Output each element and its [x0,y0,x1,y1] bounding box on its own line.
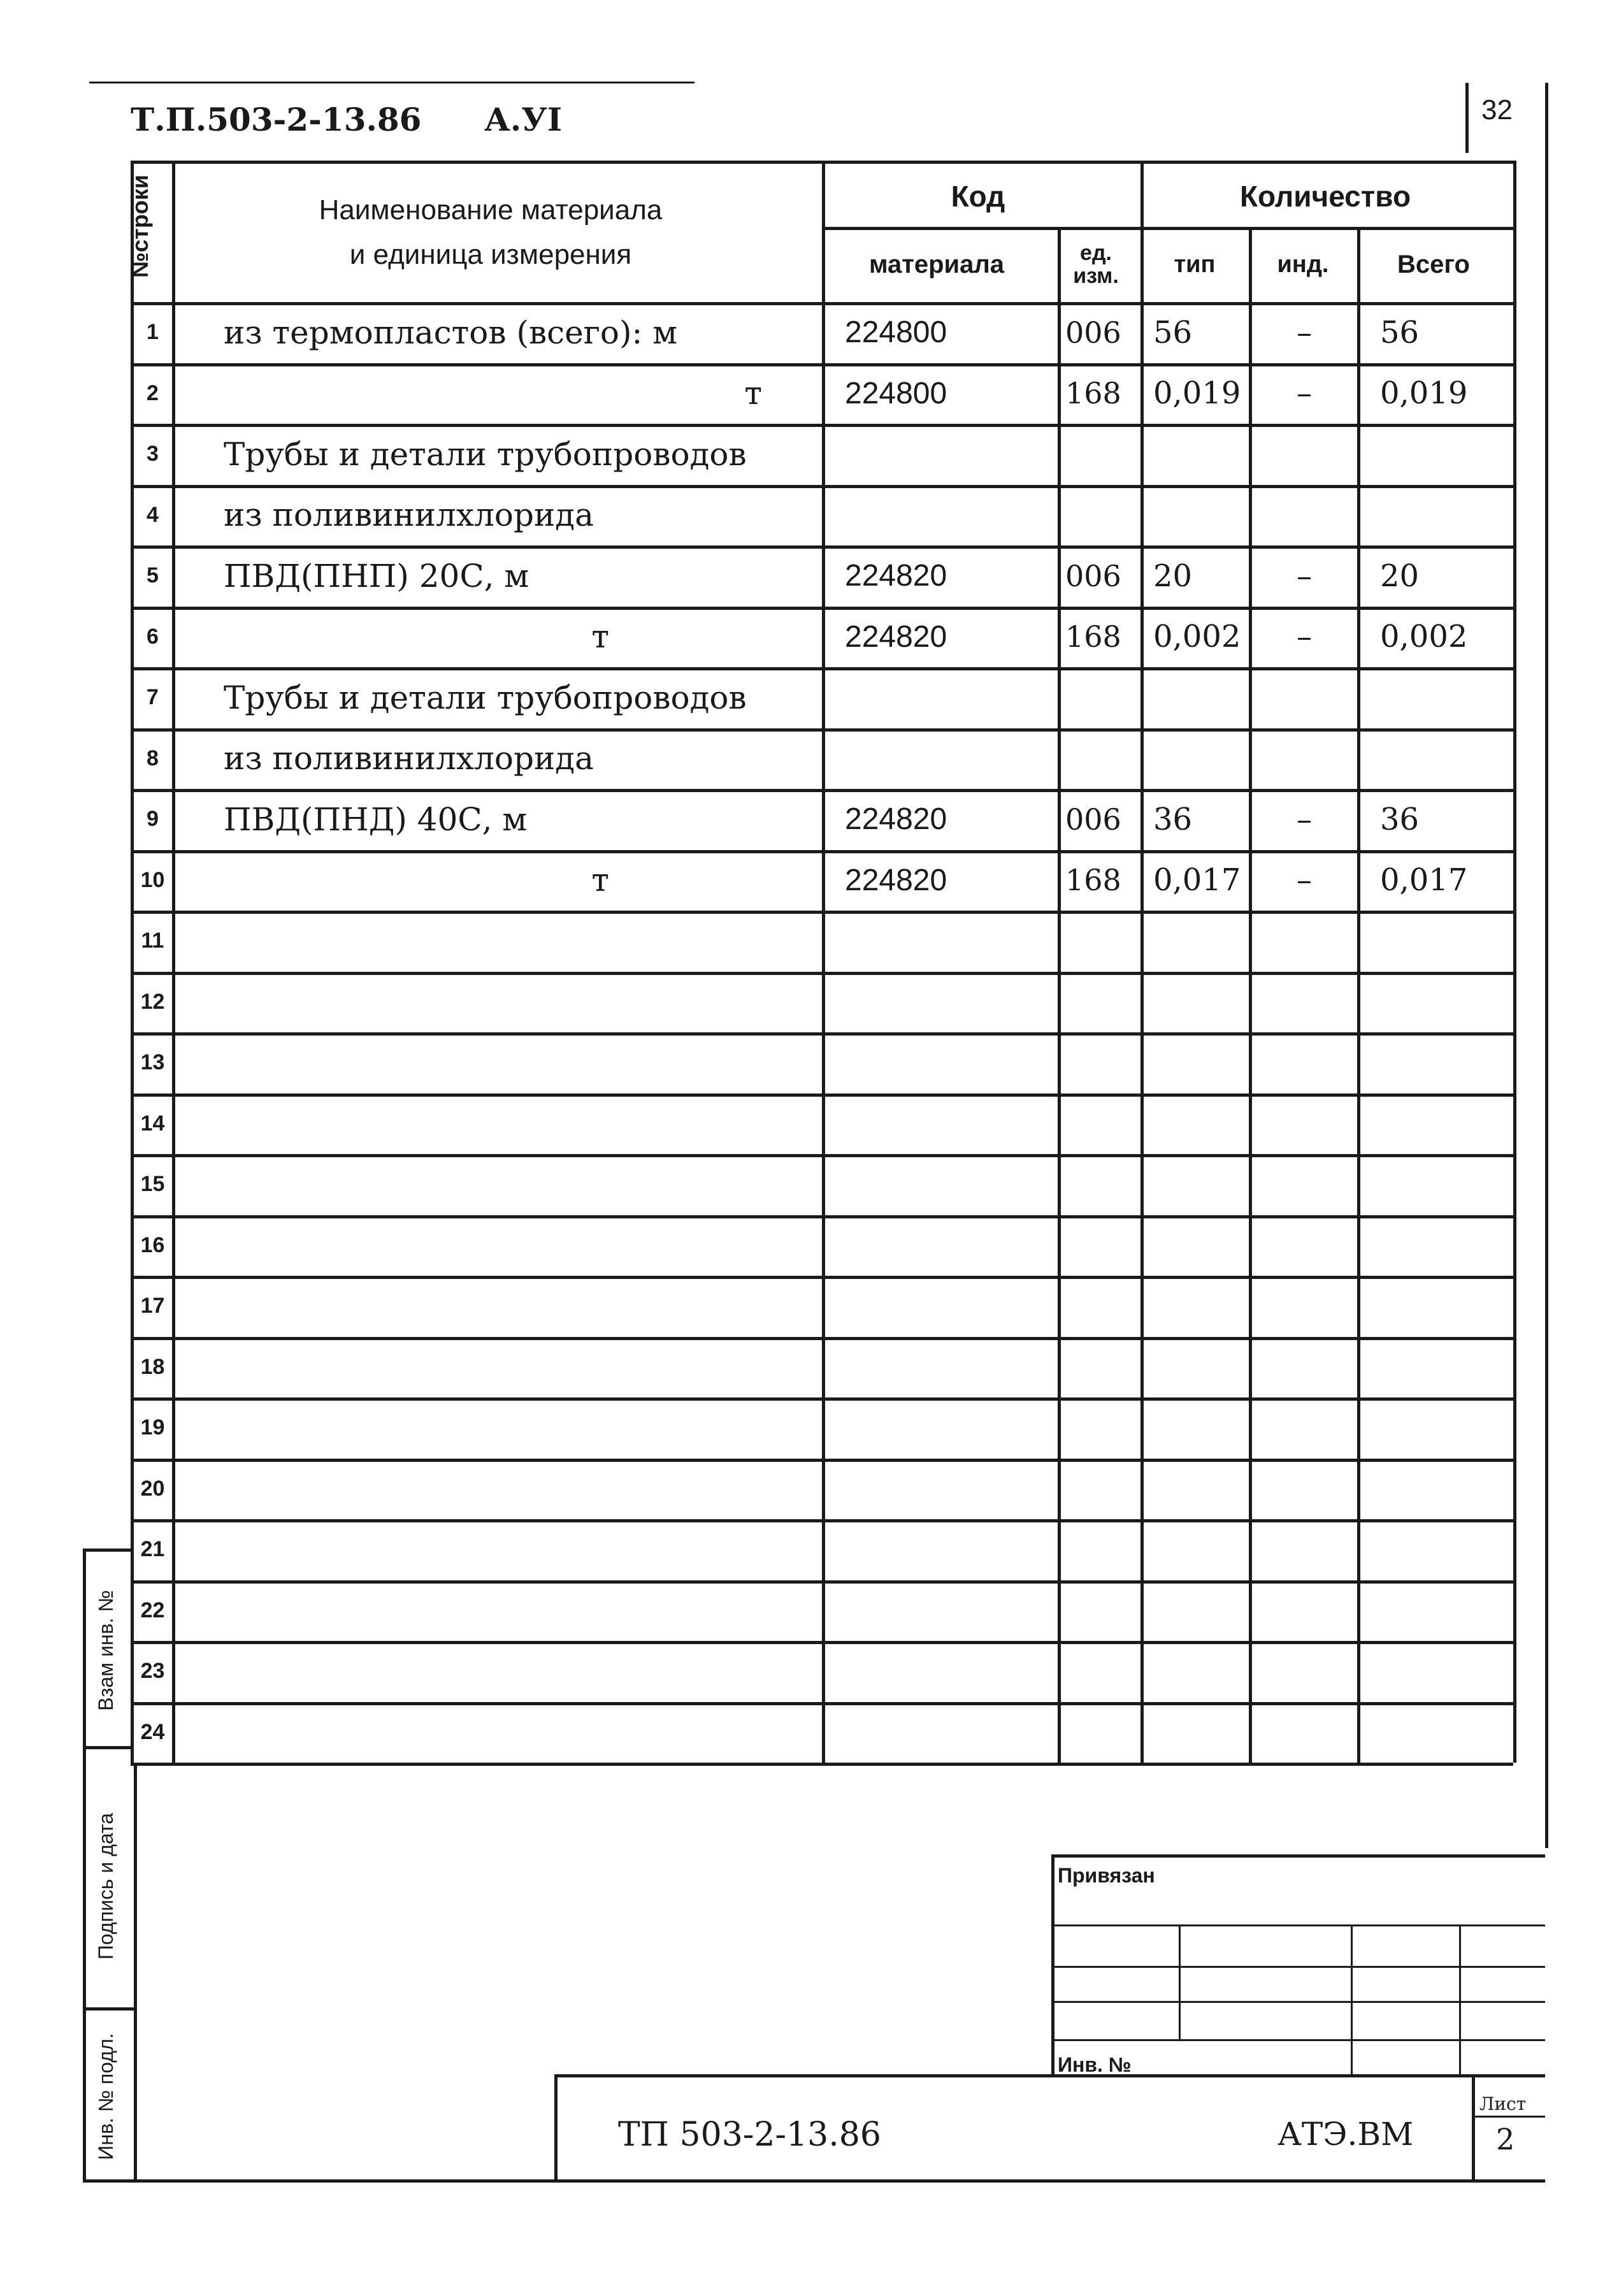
quantity-type [1144,424,1248,485]
privyazan-line-2 [1051,1966,1545,1968]
table-row [0,972,1619,1033]
quantity-total: 36 [1380,801,1420,837]
quantity-total: 0,002 [1380,619,1468,655]
material-name [176,1215,819,1276]
sheet-number: 2 [1496,2122,1515,2156]
quantity-total [1361,1276,1511,1337]
quantity-total [1361,1215,1511,1276]
row-number: 22 [140,1598,165,1622]
quantity-type: 20 [1153,558,1193,594]
quantity-total: 56 [1380,314,1420,350]
quantity-ind [1253,1276,1356,1337]
row-number: 23 [140,1659,165,1684]
material-code [826,1337,1055,1398]
table-row [0,728,1619,790]
sheet-label: Лист [1479,2093,1527,2114]
material-code: 224820 [845,559,947,593]
unit-code [1061,1154,1139,1215]
material-code [826,1641,1055,1702]
quantity-ind [1253,424,1356,485]
quantity-type: 36 [1153,801,1193,837]
table-row [0,1154,1619,1215]
quantity-type [1144,1032,1248,1094]
material-code [826,1094,1055,1155]
unit-code [1061,424,1139,485]
quantity-ind [1253,485,1356,546]
unit-code [1061,1094,1139,1155]
table-row [0,1032,1619,1094]
frame-bottom [134,2179,1545,2183]
quantity-total: 0,017 [1380,862,1468,899]
privyazan-line-4 [1051,2039,1545,2041]
quantity-type [1144,911,1248,972]
quantity-type [1144,1215,1248,1276]
privyazan-left [1051,1854,1054,2074]
material-name: т [591,862,609,899]
row-number: 7 [147,685,159,710]
quantity-ind [1253,1519,1356,1580]
material-code [826,911,1055,972]
material-name [176,1459,819,1520]
quantity-ind: – [1297,801,1312,837]
row-number: 17 [140,1294,165,1318]
unit-code [1061,1276,1139,1337]
quantity-group-header: Количество [1239,180,1411,213]
material-name [176,911,819,972]
material-code [826,424,1055,485]
quantity-total [1361,1702,1511,1763]
quantity-ind [1253,911,1356,972]
unit-code [1061,728,1139,790]
material-code: 224800 [845,376,947,410]
table-row [0,1459,1619,1520]
row-number: 24 [140,1719,165,1744]
quantity-type [1144,1154,1248,1215]
doc-code-header: Т.П.503-2-13.86 [131,101,422,138]
quantity-ind [1253,1702,1356,1763]
quantity-type [1144,1337,1248,1398]
row-number: 2 [147,380,159,405]
material-name [176,1397,819,1459]
row-number: 13 [140,1050,165,1075]
quantity-type [1144,1459,1248,1520]
table-row [0,1215,1619,1276]
quantity-total [1361,1641,1511,1702]
quantity-type: 0,017 [1153,862,1241,899]
table-row [0,363,1619,424]
unit-code [1061,1337,1139,1398]
quantity-type [1144,1519,1248,1580]
privyazan-label: Привязан [1058,1864,1155,1887]
material-code [826,1519,1055,1580]
quantity-total-header: Всего [1397,250,1470,278]
table-row [0,302,1619,363]
code-unit-header-line1: ед. [1080,241,1112,265]
material-name [176,1337,819,1398]
quantity-type: 0,019 [1153,375,1241,412]
quantity-type [1144,972,1248,1033]
unit-code [1061,1580,1139,1642]
material-name: из поливинилхлорида [224,496,594,534]
unit-code [1061,1459,1139,1520]
material-code [826,1215,1055,1276]
quantity-type [1144,1641,1248,1702]
quantity-type: 0,002 [1153,619,1241,655]
material-name: т [744,375,762,412]
row-number-header: №строки [127,175,153,278]
quantity-total [1361,424,1511,485]
material-name: из поливинилхлорида [224,740,594,777]
material-code [826,1032,1055,1094]
row-number: 4 [147,502,159,527]
quantity-type [1144,1276,1248,1337]
quantity-total [1361,911,1511,972]
quantity-total [1361,728,1511,790]
material-name [176,1154,819,1215]
material-code [826,1459,1055,1520]
row-number: 10 [140,867,165,892]
quantity-ind [1253,1215,1356,1276]
material-code [826,972,1055,1033]
title-set-code: АТЭ.ВМ [1277,2116,1414,2153]
privyazan-col-2 [1351,1924,1353,2074]
row-number: 15 [140,1172,165,1197]
title-doc-code: ТП 503-2-13.86 [618,2116,881,2154]
table-row [0,424,1619,485]
material-name [176,972,819,1033]
quantity-type [1144,667,1248,728]
quantity-ind: – [1297,375,1312,412]
unit-code: 168 [1065,863,1121,898]
unit-code [1061,1519,1139,1580]
quantity-total [1361,1397,1511,1459]
quantity-total [1361,485,1511,546]
material-code [826,1154,1055,1215]
table-row [0,667,1619,728]
material-name [176,1094,819,1155]
quantity-total [1361,1032,1511,1094]
row-number: 18 [140,1354,165,1379]
quantity-ind [1253,1641,1356,1702]
quantity-ind [1253,1154,1356,1215]
material-name: Трубы и детали трубопроводов [224,679,747,716]
unit-code [1061,911,1139,972]
row-number: 9 [147,807,159,832]
quantity-type-header: тип [1174,250,1216,278]
material-code: 224820 [845,619,947,654]
material-name [176,1702,819,1763]
quantity-total [1361,1459,1511,1520]
quantity-ind [1253,1337,1356,1398]
privyazan-line-1 [1051,1924,1545,1926]
privyazan-col-1 [1179,1924,1181,2039]
inv-no-label: Инв. № [1058,2053,1132,2076]
quantity-ind [1253,728,1356,790]
row-number: 6 [147,624,159,649]
unit-code [1061,485,1139,546]
material-code [826,1580,1055,1642]
quantity-ind [1253,972,1356,1033]
frame-left [134,1763,137,2179]
row-number: 20 [140,1476,165,1501]
material-name: т [591,618,609,656]
material-code: 224820 [845,863,947,897]
material-code [826,728,1055,790]
podpis-data-label: Подпись и дата [94,1812,117,1960]
page-number-box-left [1465,83,1469,153]
material-code [826,1702,1055,1763]
quantity-type [1144,1702,1248,1763]
quantity-total: 0,019 [1380,375,1468,412]
row-number: 8 [147,746,159,770]
table-row [0,1580,1619,1642]
row-number: 16 [140,1232,165,1257]
privyazan-col-3 [1459,1924,1461,2074]
row-number: 21 [140,1537,165,1562]
quantity-type [1144,1094,1248,1155]
unit-code [1061,972,1139,1033]
quantity-type [1144,728,1248,790]
quantity-ind [1253,1580,1356,1642]
unit-code: 168 [1065,376,1121,411]
vzam-inv-label: Взам инв. № [94,1590,117,1711]
table-row [0,1276,1619,1337]
name-header-line1: Наименование материала [319,194,663,226]
table-row [0,607,1619,668]
table-row [0,1519,1619,1580]
stamp-bottom [83,2179,134,2183]
quantity-ind: – [1297,314,1312,350]
unit-code: 006 [1065,558,1121,593]
material-name [176,1276,819,1337]
table-row [0,850,1619,911]
quantity-ind-header: инд. [1277,250,1329,278]
row-number: 14 [140,1111,165,1136]
quantity-ind [1253,1397,1356,1459]
material-code [826,667,1055,728]
material-code: 224820 [845,802,947,837]
quantity-ind [1253,1459,1356,1520]
row-number: 1 [147,320,159,345]
quantity-ind [1253,1094,1356,1155]
code-unit-header [1054,229,1137,300]
quantity-total [1361,1580,1511,1642]
material-name: ПВД(ПНД) 40С, м [224,800,528,838]
row-number: 19 [140,1415,165,1440]
material-name: ПВД(ПНП) 20С, м [224,557,529,595]
inv-podl-label: Инв. № подл. [94,2033,117,2160]
top-margin-line [89,82,694,83]
material-code [826,1276,1055,1337]
table-row [0,545,1619,607]
unit-code [1061,1702,1139,1763]
quantity-total [1361,1337,1511,1398]
row-number: 11 [141,928,164,953]
quantity-type: 56 [1153,314,1193,350]
table-row [0,789,1619,850]
table-row [0,1337,1619,1398]
table-row [0,485,1619,546]
material-name: из термопластов (всего): м [224,314,678,351]
name-header-line2: и единица измерения [349,239,632,270]
unit-code: 006 [1065,315,1121,350]
quantity-total [1361,972,1511,1033]
material-code [826,1397,1055,1459]
quantity-ind: – [1297,558,1312,594]
quantity-ind [1253,1032,1356,1094]
quantity-total [1361,667,1511,728]
quantity-type [1144,1580,1248,1642]
table-row [0,911,1619,972]
material-code: 224800 [845,315,947,350]
quantity-ind: – [1297,862,1312,899]
material-name [176,1032,819,1094]
quantity-ind [1253,667,1356,728]
table-row [0,1397,1619,1459]
page-number: 32 [1481,94,1513,126]
quantity-type [1144,1397,1248,1459]
material-name [176,1641,819,1702]
quantity-ind: – [1297,619,1312,655]
sheet-box-left [1472,2074,1475,2179]
material-name [176,1580,819,1642]
code-group-header: Код [951,180,1005,213]
title-strip-top [554,2074,1545,2077]
code-unit-header-line2: изм. [1073,264,1119,288]
material-name: Трубы и детали трубопроводов [224,435,747,473]
table-row [0,1094,1619,1155]
row-number: 12 [140,989,165,1014]
code-material-header: материала [868,250,1005,278]
table-row [0,1641,1619,1702]
row-number: 5 [147,563,159,588]
material-name [176,1519,819,1580]
quantity-total [1361,1154,1511,1215]
unit-code [1061,1215,1139,1276]
row-number: 3 [147,442,159,466]
unit-code [1061,667,1139,728]
privyazan-line-3 [1051,2001,1545,2003]
unit-code [1061,1397,1139,1459]
unit-code: 006 [1065,802,1121,837]
material-code [826,485,1055,546]
unit-code [1061,1032,1139,1094]
quantity-total [1361,1094,1511,1155]
privyazan-top [1051,1854,1545,1858]
row-separator [131,1763,1513,1766]
quantity-total [1361,1519,1511,1580]
table-row [0,1702,1619,1763]
album-code-header: А.УI [484,101,563,138]
title-strip-left [554,2074,558,2179]
quantity-total: 20 [1380,558,1420,594]
sheet-box-divider [1472,2116,1545,2118]
quantity-type [1144,485,1248,546]
unit-code [1061,1641,1139,1702]
unit-code: 168 [1065,619,1121,654]
